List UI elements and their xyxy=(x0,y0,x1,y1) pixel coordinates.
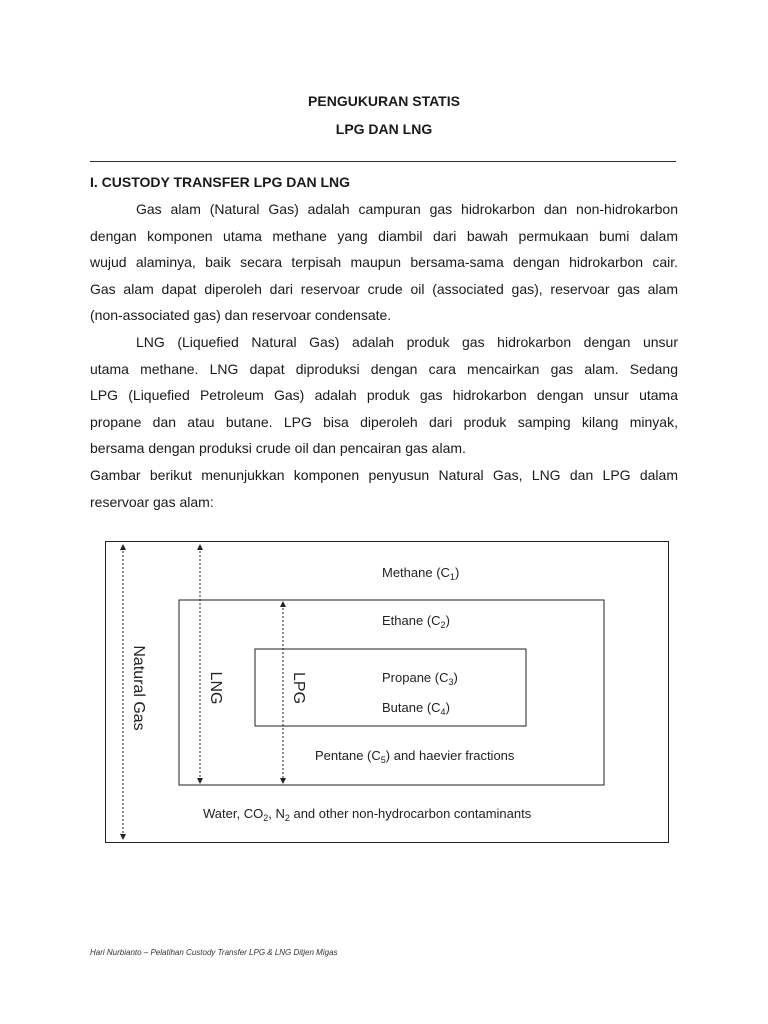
gas-components-diagram xyxy=(105,541,669,843)
paragraph-line: propane dan atau butane. LPG bisa diperoleh dari produk samping kilang minyak, xyxy=(90,413,678,430)
title-divider xyxy=(90,161,676,162)
methane-label: Methane $(C_1)$ xyxy=(382,565,460,582)
propane-label: Propane $(C_3)$ xyxy=(382,670,458,687)
paragraph-line: (non-associated gas) dan reservoar condensate. xyxy=(90,307,392,324)
paragraph-line: bersama dengan produksi crude oil dan pencairan gas alam. xyxy=(90,440,466,457)
butane-label: Butane $(C_4)$ xyxy=(382,700,450,717)
ethane-label: Ethane $(C_2)$ xyxy=(382,613,450,630)
paragraph-line: Gambar berikut menunjukkan komponen penyusun Natural Gas, LNG dan LPG dalam xyxy=(90,467,678,483)
paragraph-line: Gas alam (Natural Gas) adalah campuran gas hidrokarbon dan non-hidrokarbon xyxy=(136,201,678,217)
paragraph-lng-lpg xyxy=(90,329,678,462)
section-heading: I. CUSTODY TRANSFER LPG DAN LNG xyxy=(90,174,351,190)
natural-gas-label: Natural Gas xyxy=(130,645,147,731)
natural-gas-box xyxy=(106,542,669,843)
paragraph-natural-gas xyxy=(90,196,678,329)
pentane-label: Pentane $(C_5)$ and haevier fractions xyxy=(315,748,515,765)
paragraph-line: reservoar gas alam: xyxy=(90,493,214,510)
paragraph-line: LNG (Liquefied Natural Gas) adalah produk gas hidrokarbon dengan unsur xyxy=(136,334,678,350)
paragraph-line: wujud alaminya, baik secara terpisah maupun bersama-sama dengan hidrokarbon cair. xyxy=(90,254,678,271)
paragraph-line: utama methane. LNG dapat diproduksi dengan cara mencairkan gas alam. Sedang xyxy=(90,360,678,377)
paragraph-line: dengan komponen utama methane yang diambil dari bawah permukaan bumi dalam xyxy=(90,227,678,244)
paragraph-figure-intro xyxy=(90,462,678,515)
page-footer: Hari Nurbianto – Pelatihan Custody Transfer LPG & LNG Ditjen Migas xyxy=(90,948,338,957)
lng-label: LNG xyxy=(207,671,224,705)
document-title: PENGUKURAN STATIS xyxy=(308,93,460,109)
paragraph-line: LPG (Liquefied Petroleum Gas) adalah produk gas hidrokarbon dengan unsur utama xyxy=(90,387,678,404)
document-subtitle: LPG DAN LNG xyxy=(335,121,433,137)
lpg-label: LPG xyxy=(290,671,307,705)
contaminants-label: Water, $CO_2$, $N_2$ and other non-hydrocarbon contaminants xyxy=(203,806,532,823)
paragraph-line: Gas alam dapat diperoleh dari reservoar crude oil (associated gas), reservoar gas alam xyxy=(90,280,678,297)
